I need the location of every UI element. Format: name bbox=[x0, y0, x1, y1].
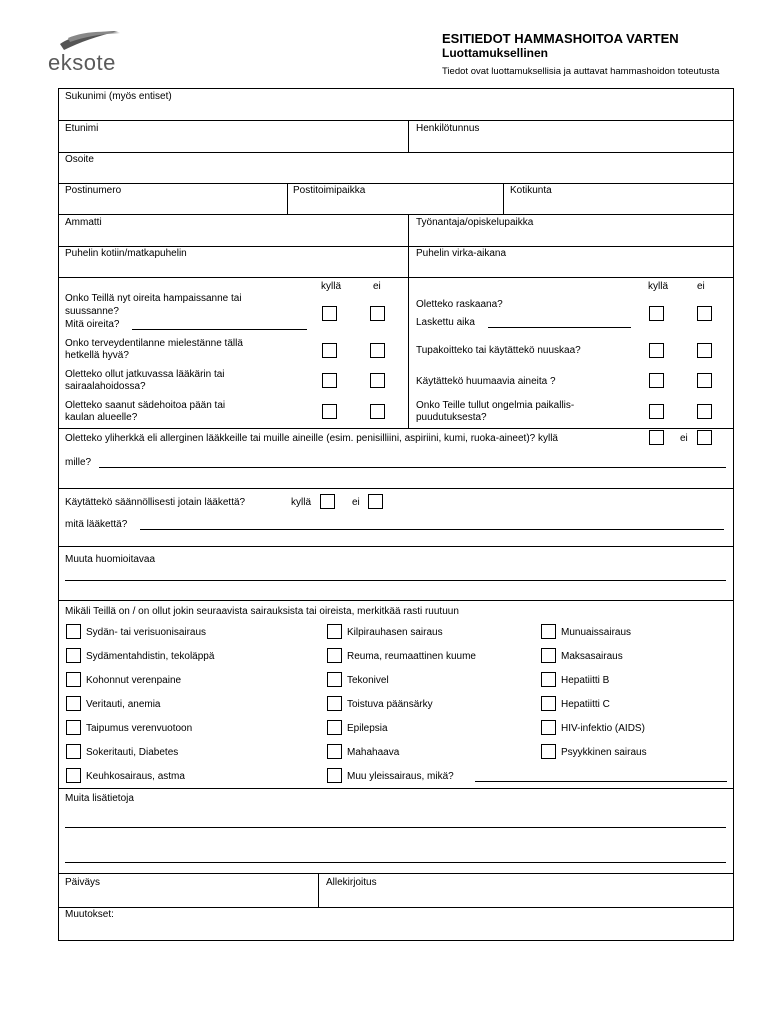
disease-checkbox[interactable] bbox=[541, 720, 556, 735]
q1-no-checkbox[interactable] bbox=[370, 306, 385, 321]
meds-no-checkbox[interactable] bbox=[368, 494, 383, 509]
row-divider bbox=[58, 277, 734, 278]
sukunimi-label: Sukunimi (myös entiset) bbox=[65, 91, 172, 102]
q3-no-checkbox[interactable] bbox=[370, 373, 385, 388]
puhelin-koti-label: Puhelin kotiin/matkapuhelin bbox=[65, 248, 187, 259]
disease-checkbox[interactable] bbox=[327, 744, 342, 759]
disease-label: Tekonivel bbox=[347, 675, 389, 686]
due-date-line[interactable] bbox=[488, 327, 631, 328]
disease-label: Sokeritauti, Diabetes bbox=[86, 747, 179, 758]
row-divider bbox=[58, 873, 734, 874]
meds-label: Käytättekö säännöllisesti jotain lääkettä? bbox=[65, 497, 246, 508]
disease-label: Keuhkosairaus, astma bbox=[86, 771, 185, 782]
q2-no-checkbox[interactable] bbox=[370, 343, 385, 358]
row-divider bbox=[58, 183, 734, 184]
lisatietoja-line[interactable] bbox=[65, 827, 726, 828]
r2-no-checkbox[interactable] bbox=[697, 343, 712, 358]
disease-checkbox[interactable] bbox=[541, 672, 556, 687]
tyonantaja-label: Työnantaja/opiskelupaikka bbox=[416, 217, 534, 228]
kotikunta-label: Kotikunta bbox=[510, 185, 552, 196]
r2-yes-checkbox[interactable] bbox=[649, 343, 664, 358]
postitoimipaikka-label: Postitoimipaikka bbox=[293, 185, 366, 196]
col-divider bbox=[318, 873, 319, 907]
col-divider bbox=[503, 183, 504, 214]
disease-label: Taipumus verenvuotoon bbox=[86, 723, 193, 734]
meds-which-line[interactable] bbox=[140, 529, 724, 530]
r1-yes-checkbox[interactable] bbox=[649, 306, 664, 321]
allergy-no-checkbox[interactable] bbox=[697, 430, 712, 445]
disease-checkbox[interactable] bbox=[541, 624, 556, 639]
form-title: ESITIEDOT HAMMASHOITOA VARTEN bbox=[442, 31, 679, 46]
disease-checkbox[interactable] bbox=[327, 672, 342, 687]
q4-no-checkbox[interactable] bbox=[370, 404, 385, 419]
meds-yes-checkbox[interactable] bbox=[320, 494, 335, 509]
disease-checkbox[interactable] bbox=[66, 624, 81, 639]
other-disease-line[interactable] bbox=[475, 781, 727, 782]
q1-yes-checkbox[interactable] bbox=[322, 306, 337, 321]
q2-label: hetkellä hyvä? bbox=[65, 350, 129, 361]
disease-label: Munuaissairaus bbox=[561, 627, 632, 638]
q1-label: Onko Teillä nyt oireita hampaissanne tai bbox=[65, 293, 242, 304]
row-divider bbox=[58, 428, 734, 429]
allergy-mille-label: mille? bbox=[65, 457, 92, 468]
disease-checkbox[interactable] bbox=[327, 768, 342, 783]
q3-label: sairaalahoidossa? bbox=[65, 381, 146, 392]
diseases-intro: Mikäli Teillä on / on ollut jokin seuraavista sairauksista tai oireista, merkitkää rasti ruutuun bbox=[65, 606, 459, 617]
logo-text: eksote bbox=[48, 50, 116, 75]
lisatietoja-label: Muita lisätietoja bbox=[65, 793, 134, 804]
row-divider bbox=[58, 546, 734, 547]
disease-label: Veritauti, anemia bbox=[86, 699, 161, 710]
q3-yes-checkbox[interactable] bbox=[322, 373, 337, 388]
row-divider bbox=[58, 788, 734, 789]
disease-checkbox[interactable] bbox=[327, 648, 342, 663]
row-divider bbox=[58, 907, 734, 908]
q2-yes-checkbox[interactable] bbox=[322, 343, 337, 358]
disease-checkbox[interactable] bbox=[66, 768, 81, 783]
kylla-header: kyllä bbox=[648, 281, 669, 292]
q1-symptoms-label: Mitä oireita? bbox=[65, 319, 120, 330]
r4-label: Onko Teille tullut ongelmia paikallis- bbox=[416, 400, 575, 411]
disease-label: Kohonnut verenpaine bbox=[86, 675, 182, 686]
form-frame bbox=[58, 88, 734, 941]
q4-yes-checkbox[interactable] bbox=[322, 404, 337, 419]
col-divider bbox=[408, 214, 409, 277]
r3-no-checkbox[interactable] bbox=[697, 373, 712, 388]
disease-checkbox[interactable] bbox=[66, 744, 81, 759]
disease-checkbox[interactable] bbox=[541, 696, 556, 711]
r4-no-checkbox[interactable] bbox=[697, 404, 712, 419]
col-divider bbox=[408, 277, 409, 428]
disease-checkbox[interactable] bbox=[327, 696, 342, 711]
r4-label: puudutuksesta? bbox=[416, 412, 487, 423]
r3-label: Käytättekö huumaavia aineita ? bbox=[416, 376, 556, 387]
disease-checkbox[interactable] bbox=[66, 720, 81, 735]
form-note: Tiedot ovat luottamuksellisia ja auttavat hammashoidon toteutusta bbox=[442, 66, 720, 77]
q2-label: Onko terveydentilanne mielestänne tällä bbox=[65, 338, 243, 349]
kylla-header: kyllä bbox=[321, 281, 342, 292]
disease-label: Psyykkinen sairaus bbox=[561, 747, 647, 758]
osoite-label: Osoite bbox=[65, 154, 94, 165]
muuta-label: Muuta huomioitavaa bbox=[65, 554, 156, 565]
eksote-logo bbox=[44, 30, 124, 76]
meds-which-label: mitä lääkettä? bbox=[65, 519, 128, 530]
row-divider bbox=[58, 214, 734, 215]
allergy-yes-checkbox[interactable] bbox=[649, 430, 664, 445]
disease-label: Hepatiitti C bbox=[561, 699, 610, 710]
disease-label: Sydän- tai verisuonisairaus bbox=[86, 627, 207, 638]
puhelin-virka-label: Puhelin virka-aikana bbox=[416, 248, 507, 259]
row-divider bbox=[58, 600, 734, 601]
q4-label: Oletteko saanut sädehoitoa pään tai bbox=[65, 400, 226, 411]
allergy-label: Oletteko yliherkkä eli allerginen lääkkeille tai muille aineille (esim. penisilliini, aspiriini, kumi, ruoka-aineet)? kyllä bbox=[65, 433, 558, 444]
disease-label: Mahahaava bbox=[347, 747, 400, 758]
r3-yes-checkbox[interactable] bbox=[649, 373, 664, 388]
r2-label: Tupakoitteko tai käytättekö nuuskaa? bbox=[416, 345, 581, 356]
disease-label: Muu yleissairaus, mikä? bbox=[347, 771, 454, 782]
disease-checkbox[interactable] bbox=[327, 624, 342, 639]
disease-label: Maksasairaus bbox=[561, 651, 623, 662]
q3-label: Oletteko ollut jatkuvassa lääkärin tai bbox=[65, 369, 225, 380]
disease-label: HIV-infektio (AIDS) bbox=[561, 723, 645, 734]
disease-label: Toistuva päänsärky bbox=[347, 699, 433, 710]
etunimi-label: Etunimi bbox=[65, 123, 99, 134]
disease-checkbox[interactable] bbox=[541, 744, 556, 759]
postinumero-label: Postinumero bbox=[65, 185, 122, 196]
logo-swoosh-icon bbox=[58, 30, 122, 52]
row-divider bbox=[58, 120, 734, 121]
disease-checkbox[interactable] bbox=[66, 648, 81, 663]
muuta-line[interactable] bbox=[65, 580, 726, 581]
r4-yes-checkbox[interactable] bbox=[649, 404, 664, 419]
col-divider bbox=[287, 183, 288, 214]
disease-checkbox[interactable] bbox=[66, 672, 81, 687]
allergy-mille-line[interactable] bbox=[99, 467, 726, 468]
disease-checkbox[interactable] bbox=[541, 648, 556, 663]
ei-header: ei bbox=[373, 281, 381, 292]
disease-label: Sydämentahdistin, tekoläppä bbox=[86, 651, 215, 662]
due-date-label: Laskettu aika bbox=[416, 317, 475, 328]
r1-label: Oletteko raskaana? bbox=[416, 299, 503, 310]
disease-label: Kilpirauhasen sairaus bbox=[347, 627, 443, 638]
muutokset-label: Muutokset: bbox=[65, 909, 114, 920]
paivays-label: Päiväys bbox=[65, 877, 101, 888]
form-subtitle: Luottamuksellinen bbox=[442, 46, 549, 60]
q1-label: suussanne? bbox=[65, 306, 119, 317]
symptoms-line[interactable] bbox=[132, 329, 307, 330]
allergy-no-label: ei bbox=[680, 433, 688, 444]
meds-kylla-label: kyllä bbox=[291, 497, 312, 508]
row-divider bbox=[58, 152, 734, 153]
disease-label: Hepatiitti B bbox=[561, 675, 610, 686]
allekirjoitus-label: Allekirjoitus bbox=[326, 877, 377, 888]
disease-label: Epilepsia bbox=[347, 723, 388, 734]
disease-checkbox[interactable] bbox=[66, 696, 81, 711]
henkilotunnus-label: Henkilötunnus bbox=[416, 123, 480, 134]
q4-label: kaulan alueelle? bbox=[65, 412, 138, 423]
lisatietoja-line[interactable] bbox=[65, 862, 726, 863]
r1-no-checkbox[interactable] bbox=[697, 306, 712, 321]
meds-ei-label: ei bbox=[352, 497, 360, 508]
row-divider bbox=[58, 246, 734, 247]
col-divider bbox=[408, 120, 409, 152]
ei-header: ei bbox=[697, 281, 705, 292]
row-divider bbox=[58, 488, 734, 489]
disease-checkbox[interactable] bbox=[327, 720, 342, 735]
ammatti-label: Ammatti bbox=[65, 217, 102, 228]
disease-label: Reuma, reumaattinen kuume bbox=[347, 651, 476, 662]
